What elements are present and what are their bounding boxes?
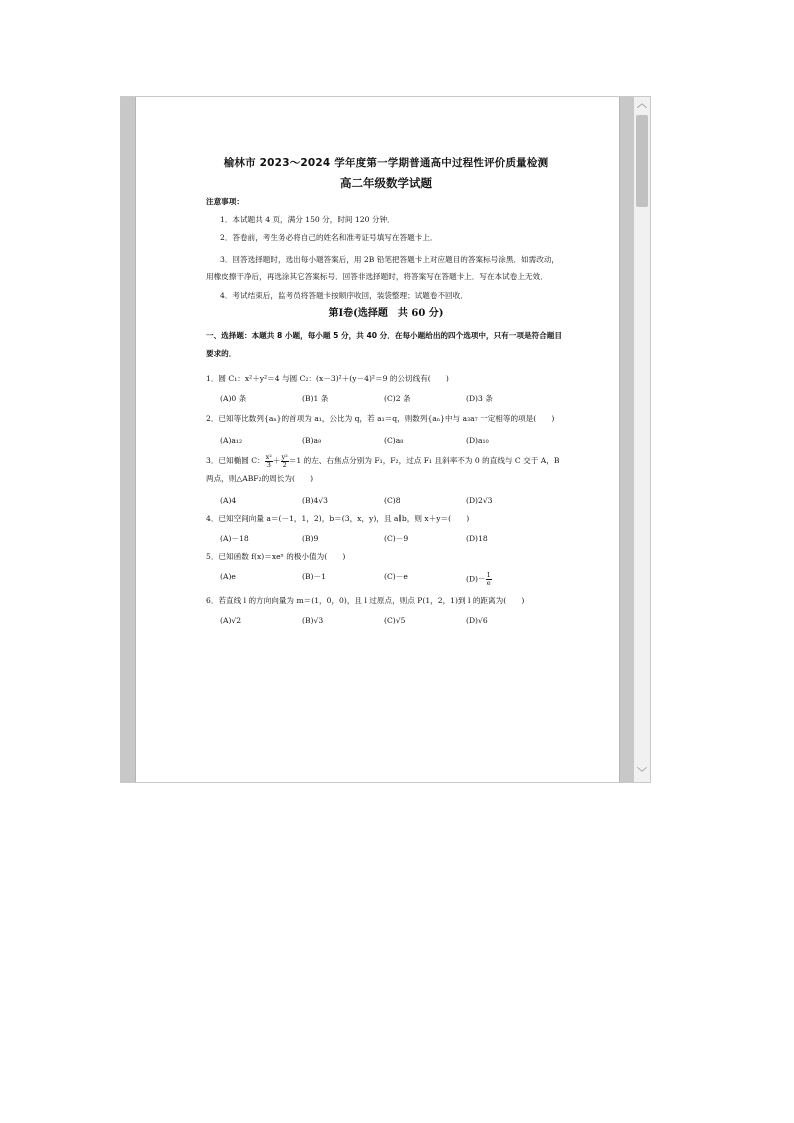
document-page xyxy=(135,97,620,782)
option-a: (A)√2 xyxy=(220,616,242,625)
question-6-options xyxy=(220,616,566,625)
question-2: 2．已知等比数列{aₙ}的首项为 a₁，公比为 q，若 a₁＝q，则数列{aₙ}中与 a₃a₇ 一定相等的项是( ) xyxy=(206,414,555,423)
fraction-denominator: 3 xyxy=(266,460,271,469)
option-d xyxy=(466,572,548,587)
option-c: (C)－9 xyxy=(384,534,409,543)
viewer-left-gutter xyxy=(121,97,135,782)
plus-sign: ＋ xyxy=(272,456,281,465)
option-b: (B)9 xyxy=(302,534,319,543)
exam-subtitle: 高二年级数学试题 xyxy=(340,176,432,190)
question-3-options xyxy=(220,496,566,505)
notice-item: 3．回答选择题时，选出每小题答案后，用 2B 铅笔把答题卡上对应题目的答案标号涂黑．如需改动，用橡皮擦干净后，再选涂其它答案标号．回答非选择题时，将答案写在答题卡上．写在本试卷上无效． xyxy=(206,255,560,281)
scroll-up-arrow-icon[interactable]: ︿ xyxy=(637,99,647,110)
fraction-numerator: 1 xyxy=(486,571,491,579)
exam-title: 榆林市 2023～2024 学年度第一学期普通高中过程性评价质量检测 xyxy=(223,157,549,169)
option-b: (B)√3 xyxy=(302,616,324,625)
question-1-options xyxy=(220,394,566,403)
option-d: (D)2√3 xyxy=(466,496,493,505)
question-5: 5．已知函数 f(x)＝xeˣ 的极小值为( ) xyxy=(206,552,346,561)
option-c: (C)a₈ xyxy=(384,436,404,445)
option-d: (D)3 条 xyxy=(466,394,493,403)
fraction-1-over-e xyxy=(486,572,492,587)
page-content xyxy=(206,159,566,632)
fraction-numerator: y² xyxy=(281,452,288,461)
option-d-label: (D)－ xyxy=(466,574,486,584)
option-d: (D)√6 xyxy=(466,616,488,625)
question-3-stem-start: 3．已知椭圆 C： xyxy=(206,456,265,465)
fraction-denominator: 2 xyxy=(282,460,287,469)
option-b: (B)1 条 xyxy=(302,394,329,403)
notice-item: 4．考试结束后，监考员将答题卡按顺序收回，装袋整理；试题卷不回收． xyxy=(220,291,468,300)
option-b: (B)－1 xyxy=(302,572,326,581)
fraction-numerator: x² xyxy=(265,452,272,461)
option-d: (D)18 xyxy=(466,534,488,543)
notice-item: 1．本试题共 4 页，满分 150 分，时间 120 分钟． xyxy=(220,215,395,224)
question-4: 4．已知空间向量 a＝(－1，1，2)，b＝(3，x，y)，且 a∥b，则 x＋y＝( ) xyxy=(206,514,470,523)
question-1: 1．圆 C₁：x²＋y²＝4 与圆 C₂：(x－3)²＋(y－4)²＝9 的公切线有( ) xyxy=(206,374,449,383)
option-a: (A)－18 xyxy=(220,534,249,543)
fraction-denominator: e xyxy=(486,579,491,587)
option-a: (A)e xyxy=(220,572,236,581)
scroll-down-arrow-icon[interactable]: ﹀ xyxy=(637,768,647,779)
question-4-options xyxy=(220,534,566,543)
scrollbar-thumb[interactable] xyxy=(636,115,648,207)
option-b: (B)a₉ xyxy=(302,436,322,445)
question-2-options xyxy=(220,436,566,445)
viewer-right-gutter xyxy=(620,97,634,782)
section-intro: 一、选择题：本题共 8 小题，每小题 5 分，共 40 分．在每小题给出的四个选项中，只有一项是符合题目要求的． xyxy=(206,331,562,358)
option-d: (D)a₁₀ xyxy=(466,436,489,445)
notice-item: 2．答卷前，考生务必将自己的姓名和准考证号填写在答题卡上． xyxy=(220,233,438,242)
question-3-stem-end: ＝1 的左、右焦点分别为 F₁，F₂，过点 F₁ 且斜率不为 0 的直线与 C 交于 A，B 两点，则△ABF₂的周长为( ) xyxy=(206,456,560,483)
fraction-x2-over-3 xyxy=(265,454,273,469)
option-c: (C)－e xyxy=(384,572,408,581)
vertical-scrollbar[interactable] xyxy=(634,97,650,782)
option-a: (A)4 xyxy=(220,496,237,505)
question-3 xyxy=(206,452,566,488)
section-title: 第Ⅰ卷(选择题 共 60 分) xyxy=(328,308,444,319)
option-a: (A)0 条 xyxy=(220,394,247,403)
option-c: (C)2 条 xyxy=(384,394,411,403)
question-6: 6．若直线 l 的方向向量为 m＝(1，0，0)，且 l 过原点，则点 P(1，2，1)到 l 的距离为( ) xyxy=(206,596,525,605)
fraction-y2-over-2 xyxy=(281,454,289,469)
question-5-options xyxy=(220,572,566,587)
option-a: (A)a₁₂ xyxy=(220,436,243,445)
option-c: (C)8 xyxy=(384,496,401,505)
option-b: (B)4√3 xyxy=(302,496,329,505)
option-c: (C)√5 xyxy=(384,616,406,625)
notice-heading: 注意事项： xyxy=(206,197,244,206)
document-viewer xyxy=(120,96,651,783)
